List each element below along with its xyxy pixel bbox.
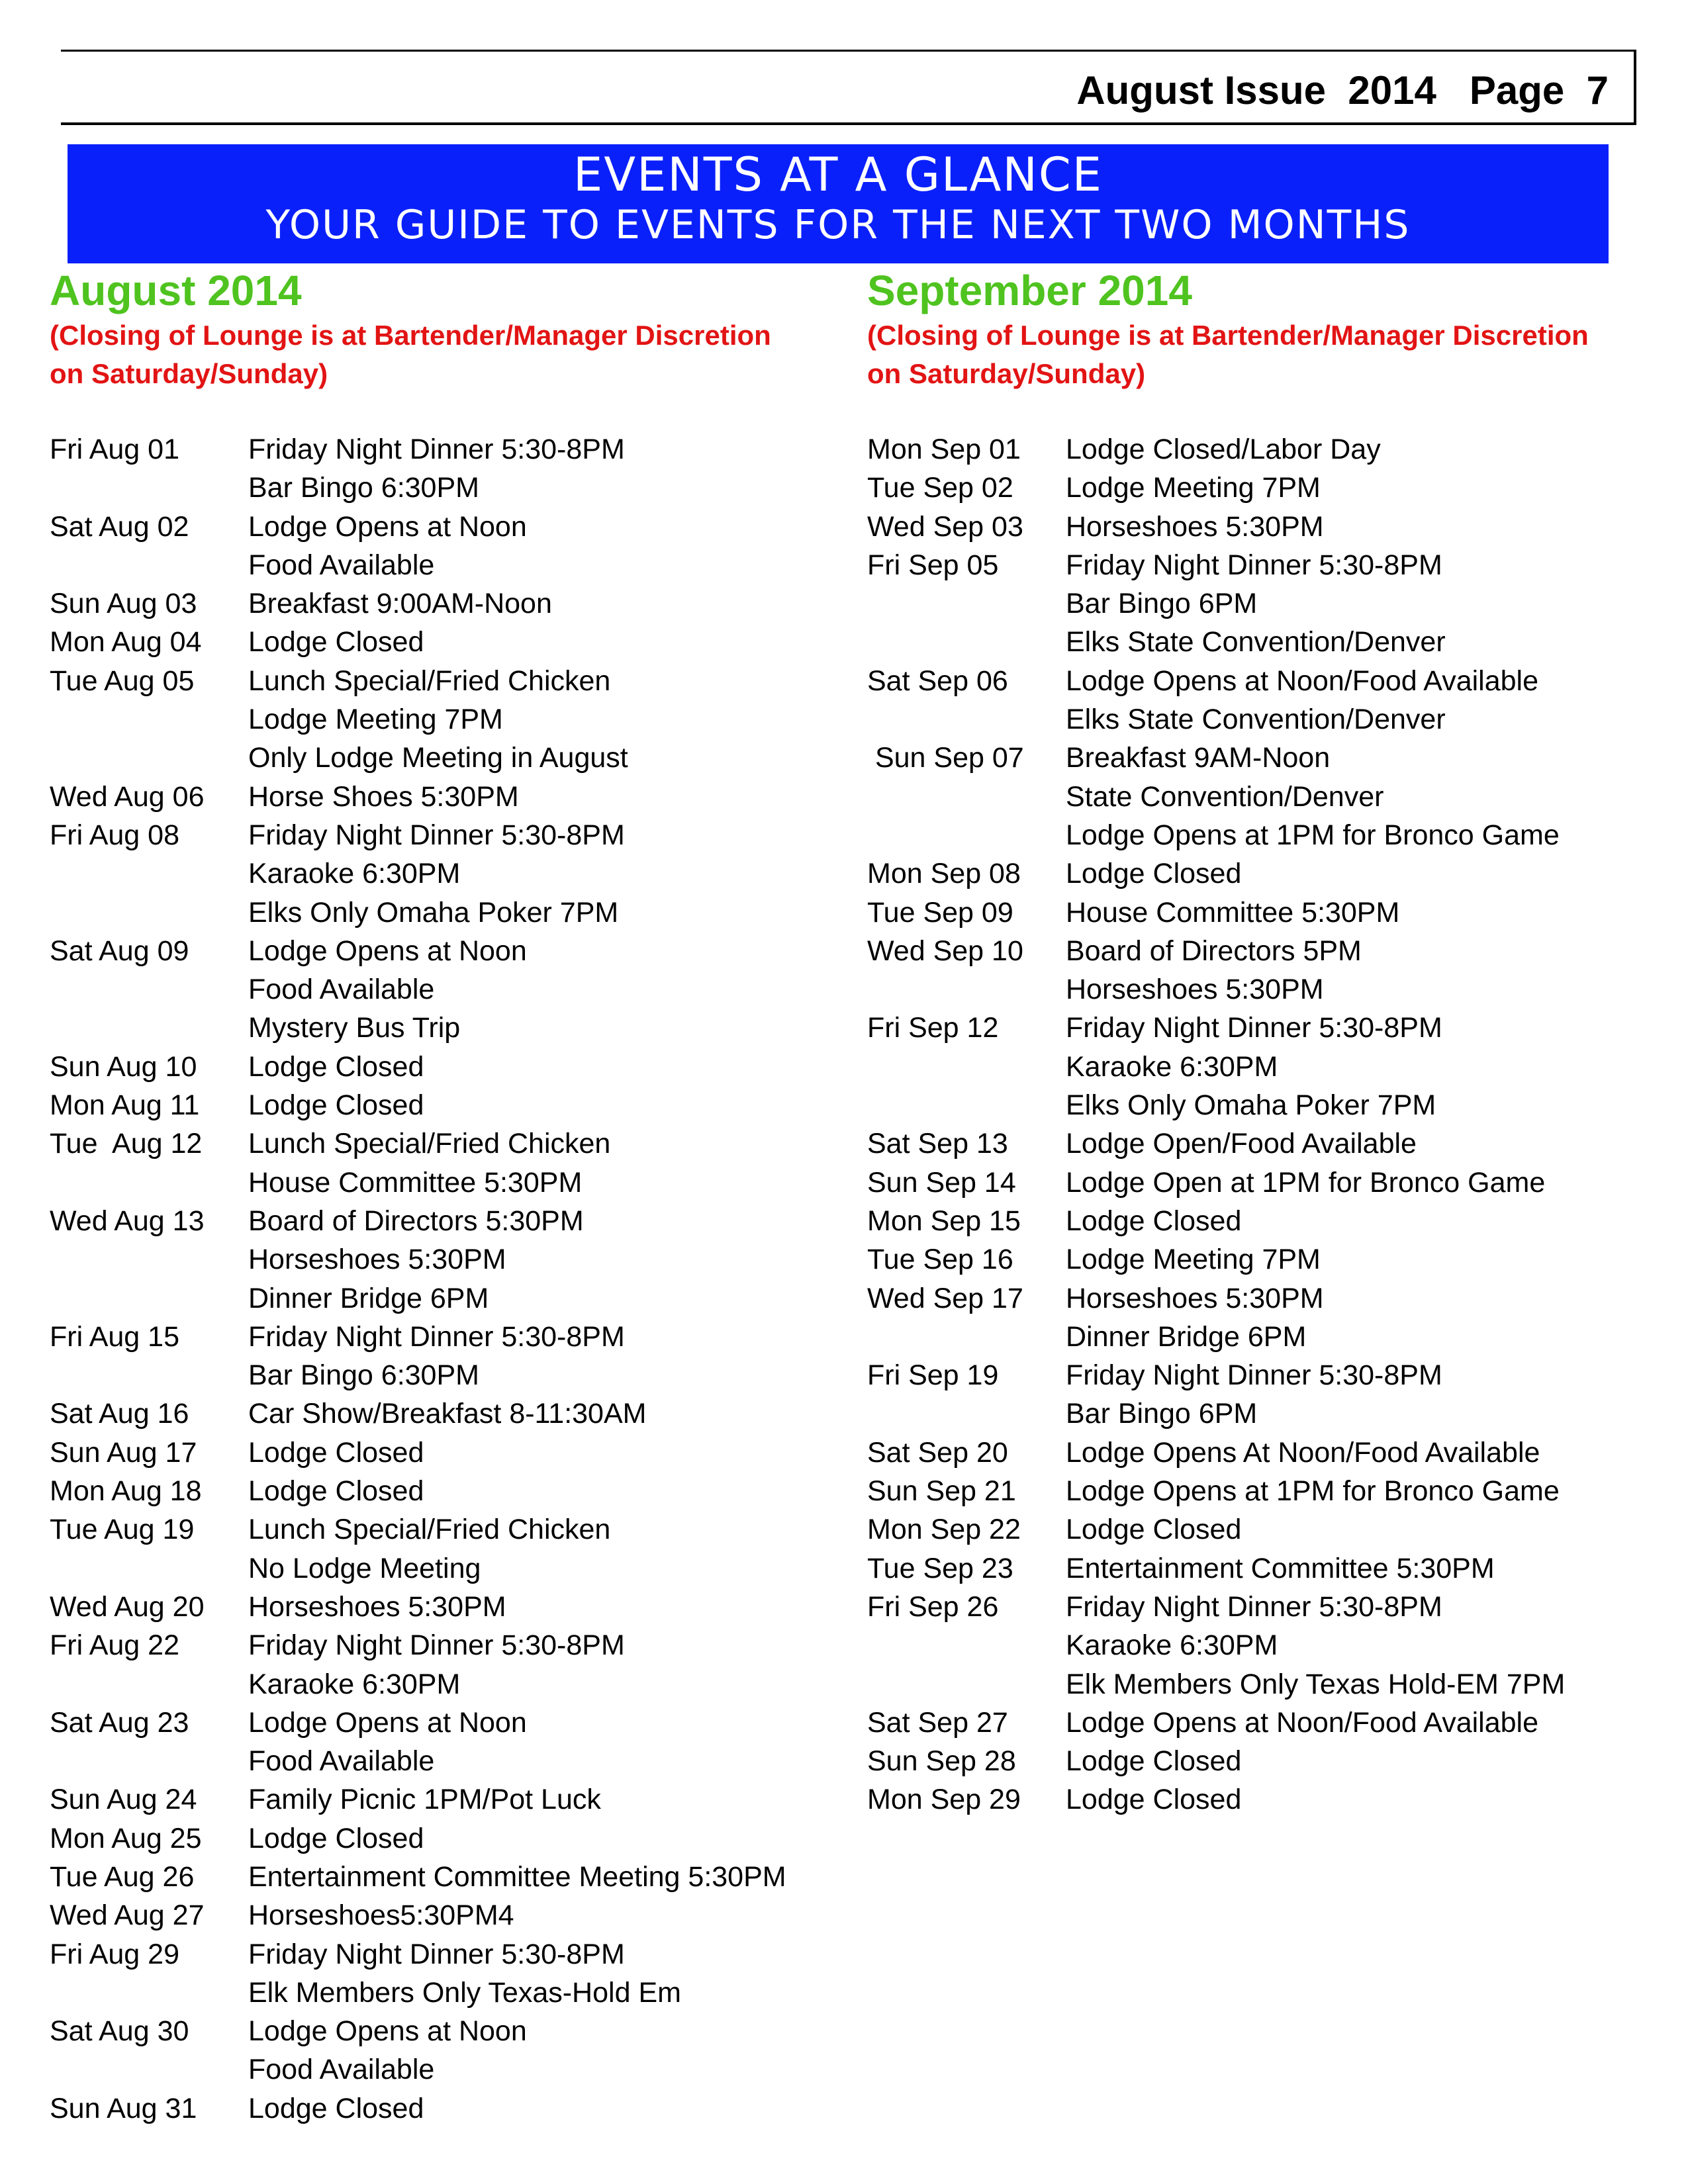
event-description: Lodge Meeting 7PM: [1066, 1244, 1321, 1276]
event-row: [867, 1780, 1681, 1819]
event-row: [50, 1433, 864, 1472]
september-column: [867, 265, 1681, 1819]
event-row: [50, 1124, 864, 1163]
event-description: Friday Night Dinner 5:30-8PM: [248, 819, 625, 851]
event-row: [50, 1974, 864, 2012]
event-description: Karaoke 6:30PM: [1066, 1629, 1278, 1662]
event-date: Fri Aug 01: [50, 433, 179, 465]
event-row: [50, 2050, 864, 2089]
event-date: [50, 1549, 248, 1588]
event-date: Wed Sep 03: [867, 510, 1023, 543]
event-description: Friday Night Dinner 5:30-8PM: [1066, 1012, 1442, 1044]
event-date: [50, 1240, 248, 1279]
august-column: [50, 265, 864, 2128]
event-row: [867, 816, 1681, 854]
event-date: Mon Sep 29: [867, 1784, 1021, 1816]
event-description: Elks State Convention/Denver: [1066, 704, 1446, 736]
event-description: State Convention/Denver: [1066, 780, 1384, 813]
event-date: [50, 893, 248, 932]
event-date: Sat Aug 23: [50, 1706, 189, 1739]
event-row: [50, 1549, 864, 1588]
event-date: [867, 970, 1066, 1009]
event-row: [867, 1742, 1681, 1780]
event-row: [50, 1048, 864, 1086]
event-date: Sun Aug 03: [50, 588, 197, 620]
event-row: [867, 1394, 1681, 1433]
event-row: [867, 1472, 1681, 1510]
event-row: [867, 1009, 1681, 1047]
event-description: Horseshoes5:30PM4: [248, 1899, 514, 1932]
banner-title: EVENTS AT A GLANCE: [573, 148, 1103, 202]
event-row: [50, 1356, 864, 1394]
event-row: [867, 932, 1681, 970]
event-date: Sat Sep 13: [867, 1128, 1008, 1160]
event-description: Lodge Closed: [1066, 858, 1242, 890]
event-date: Sun Sep 28: [867, 1745, 1016, 1778]
event-description: Food Available: [248, 2054, 435, 2086]
event-description: Lodge Opens at Noon: [248, 510, 527, 543]
page-header: [61, 50, 1636, 125]
event-date: [50, 700, 248, 739]
event-date: Tue Sep 16: [867, 1244, 1013, 1276]
event-row: [50, 430, 864, 469]
event-description: Horseshoes 5:30PM: [1066, 510, 1324, 543]
event-row: [867, 430, 1681, 469]
event-row: [867, 1124, 1681, 1163]
event-date: [50, 970, 248, 1009]
event-row: [50, 1935, 864, 1974]
event-date: Sun Aug 24: [50, 1784, 197, 1816]
event-row: [50, 700, 864, 739]
banner-subtitle: YOUR GUIDE TO EVENTS FOR THE NEXT TWO MONTHS: [265, 202, 1411, 248]
event-date: [867, 816, 1066, 854]
event-row: [50, 1780, 864, 1819]
event-description: Elks State Convention/Denver: [1066, 626, 1446, 659]
event-description: Bar Bingo 6PM: [1066, 588, 1258, 620]
event-date: Sun Aug 31: [50, 2092, 197, 2124]
event-row: [50, 508, 864, 546]
event-row: [50, 1819, 864, 1858]
event-date: Sat Aug 16: [50, 1398, 189, 1430]
event-row: [867, 778, 1681, 816]
event-row: [50, 469, 864, 507]
event-row: [867, 1163, 1681, 1202]
event-date: Mon Aug 18: [50, 1475, 202, 1508]
event-description: Breakfast 9:00AM-Noon: [248, 588, 552, 620]
event-date: [50, 469, 248, 507]
event-description: Lodge Opens at Noon: [248, 2015, 527, 2048]
event-row: [867, 623, 1681, 661]
event-row: [50, 1279, 864, 1318]
event-description: Elk Members Only Texas Hold-EM 7PM: [1066, 1668, 1566, 1700]
event-date: Sat Sep 06: [867, 664, 1008, 697]
event-date: Sun Aug 10: [50, 1050, 197, 1083]
event-date: Wed Aug 13: [50, 1205, 205, 1237]
event-description: Board of Directors 5:30PM: [248, 1205, 584, 1237]
event-date: Fri Sep 05: [867, 549, 999, 581]
issue-label: August Issue 2014: [1076, 68, 1436, 113]
event-description: Lodge Open at 1PM for Bronco Game: [1066, 1166, 1546, 1199]
event-description: No Lodge Meeting: [248, 1552, 481, 1584]
event-row: [867, 1626, 1681, 1664]
event-row: [867, 700, 1681, 739]
month-title: September 2014: [867, 267, 1192, 314]
event-row: [50, 1626, 864, 1664]
event-description: Friday Night Dinner 5:30-8PM: [1066, 549, 1442, 581]
event-description: Family Picnic 1PM/Pot Luck: [248, 1784, 601, 1816]
event-row: [867, 893, 1681, 932]
event-date: Sat Sep 20: [867, 1436, 1008, 1469]
event-row: [867, 739, 1681, 777]
event-row: [50, 816, 864, 854]
event-date: [50, 1742, 248, 1780]
event-row: [50, 1318, 864, 1356]
event-description: Only Lodge Meeting in August: [248, 742, 628, 774]
event-date: Fri Sep 12: [867, 1012, 999, 1044]
month-title: August 2014: [50, 267, 302, 314]
event-date: [50, 1974, 248, 2012]
event-row: [50, 1009, 864, 1047]
event-row: [867, 469, 1681, 507]
event-date: Fri Aug 29: [50, 1938, 179, 1970]
event-row: [50, 854, 864, 893]
event-row: [867, 1202, 1681, 1240]
event-description: Mystery Bus Trip: [248, 1012, 461, 1044]
event-row: [50, 2012, 864, 2050]
event-date: Tue Aug 19: [50, 1514, 195, 1546]
event-row: [867, 1240, 1681, 1279]
event-row: [50, 778, 864, 816]
event-row: [50, 1510, 864, 1549]
event-description: Lodge Open/Food Available: [1066, 1128, 1417, 1160]
event-row: [50, 662, 864, 700]
event-description: Horseshoes 5:30PM: [248, 1244, 506, 1276]
event-date: Fri Sep 19: [867, 1359, 999, 1392]
closing-note: (Closing of Lounge is at Bartender/Manager Discretion on Saturday/Sunday): [50, 320, 771, 389]
event-row: [50, 1472, 864, 1510]
event-date: Sun Sep 07: [867, 742, 1024, 774]
event-description: Friday Night Dinner 5:30-8PM: [1066, 1590, 1442, 1623]
event-description: Friday Night Dinner 5:30-8PM: [248, 1320, 625, 1353]
event-description: Elks Only Omaha Poker 7PM: [1066, 1089, 1436, 1122]
event-description: Lodge Closed: [1066, 1745, 1242, 1778]
event-description: Lodge Closed: [248, 626, 424, 659]
event-description: Lodge Closed: [1066, 1514, 1242, 1546]
event-date: Wed Sep 17: [867, 1282, 1023, 1314]
event-description: Bar Bingo 6PM: [1066, 1398, 1258, 1430]
event-date: [50, 739, 248, 777]
event-date: Sat Sep 27: [867, 1706, 1008, 1739]
event-row: [867, 1665, 1681, 1704]
event-description: Lodge Meeting 7PM: [248, 704, 503, 736]
event-row: [50, 1202, 864, 1240]
event-date: Mon Sep 22: [867, 1514, 1021, 1546]
event-date: Tue Sep 09: [867, 896, 1013, 929]
event-date: Tue Sep 02: [867, 472, 1013, 504]
event-description: Lodge Closed: [248, 1050, 424, 1083]
event-description: House Committee 5:30PM: [1066, 896, 1400, 929]
event-description: Lodge Opens at Noon: [248, 1706, 527, 1739]
event-description: Horse Shoes 5:30PM: [248, 780, 519, 813]
event-description: Lodge Opens at Noon: [248, 934, 527, 967]
event-description: Friday Night Dinner 5:30-8PM: [248, 1938, 625, 1970]
event-list: [50, 430, 864, 2128]
event-date: [50, 2050, 248, 2089]
event-date: [867, 1318, 1066, 1356]
event-row: [50, 623, 864, 661]
event-list: [867, 430, 1681, 1819]
event-row: [867, 1048, 1681, 1086]
event-row: [50, 1858, 864, 1896]
event-row: [50, 970, 864, 1009]
event-description: Friday Night Dinner 5:30-8PM: [1066, 1359, 1442, 1392]
event-row: [50, 1665, 864, 1704]
event-date: Wed Aug 20: [50, 1590, 205, 1623]
event-date: Tue Aug 12: [50, 1128, 203, 1160]
event-description: Elk Members Only Texas-Hold Em: [248, 1976, 681, 2009]
event-description: Friday Night Dinner 5:30-8PM: [248, 1629, 625, 1662]
event-date: [867, 1048, 1066, 1086]
event-date: Sat Aug 02: [50, 510, 189, 543]
event-description: Lodge Closed: [248, 1822, 424, 1854]
event-date: Fri Aug 22: [50, 1629, 179, 1662]
event-date: Wed Aug 06: [50, 780, 205, 813]
event-date: [867, 1086, 1066, 1124]
event-date: [867, 1626, 1066, 1664]
event-date: [867, 1394, 1066, 1433]
event-date: [867, 584, 1066, 623]
event-description: House Committee 5:30PM: [248, 1166, 583, 1199]
event-date: [50, 1279, 248, 1318]
event-date: Wed Sep 10: [867, 934, 1023, 967]
event-description: Karaoke 6:30PM: [248, 1668, 461, 1700]
event-date: Mon Aug 04: [50, 626, 202, 659]
event-row: [867, 546, 1681, 584]
event-row: [50, 1240, 864, 1279]
event-row: [867, 584, 1681, 623]
closing-note: (Closing of Lounge is at Bartender/Manager Discretion on Saturday/Sunday): [867, 320, 1589, 389]
event-date: Sat Aug 09: [50, 934, 189, 967]
event-date: Fri Aug 15: [50, 1320, 179, 1353]
event-description: Bar Bingo 6:30PM: [248, 472, 479, 504]
event-description: Elks Only Omaha Poker 7PM: [248, 896, 619, 929]
event-date: Fri Sep 26: [867, 1590, 999, 1623]
event-description: Lodge Meeting 7PM: [1066, 472, 1321, 504]
event-description: Karaoke 6:30PM: [248, 858, 461, 890]
event-description: Lunch Special/Fried Chicken: [248, 664, 611, 697]
event-description: Lodge Closed: [1066, 1205, 1242, 1237]
event-row: [50, 584, 864, 623]
event-description: Friday Night Dinner 5:30-8PM: [248, 433, 625, 465]
events-banner: [68, 144, 1609, 263]
event-row: [867, 854, 1681, 893]
event-date: [867, 1665, 1066, 1704]
event-row: [50, 1704, 864, 1742]
event-date: Mon Sep 08: [867, 858, 1021, 890]
event-date: Sun Sep 14: [867, 1166, 1016, 1199]
event-description: Lodge Opens at Noon/Food Available: [1066, 664, 1539, 697]
event-date: Fri Aug 08: [50, 819, 179, 851]
event-description: Food Available: [248, 549, 435, 581]
event-description: Dinner Bridge 6PM: [1066, 1320, 1307, 1353]
event-date: Sat Aug 30: [50, 2015, 189, 2048]
event-date: [867, 623, 1066, 661]
event-description: Lodge Closed/Labor Day: [1066, 433, 1381, 465]
event-date: [50, 1009, 248, 1047]
event-description: Car Show/Breakfast 8-11:30AM: [248, 1398, 647, 1430]
event-row: [50, 546, 864, 584]
event-description: Lodge Opens At Noon/Food Available: [1066, 1436, 1540, 1469]
event-description: Lodge Closed: [248, 1475, 424, 1508]
event-description: Lodge Closed: [248, 1436, 424, 1469]
event-description: Entertainment Committee Meeting 5:30PM: [248, 1860, 786, 1893]
event-date: [867, 700, 1066, 739]
event-row: [50, 739, 864, 777]
event-row: [867, 1279, 1681, 1318]
event-row: [867, 508, 1681, 546]
event-date: [50, 546, 248, 584]
event-row: [867, 1510, 1681, 1549]
event-row: [867, 662, 1681, 700]
event-description: Food Available: [248, 974, 435, 1006]
event-date: [50, 1356, 248, 1394]
event-row: [50, 1394, 864, 1433]
event-description: Horseshoes 5:30PM: [1066, 974, 1324, 1006]
event-date: [50, 1163, 248, 1202]
event-description: Lodge Opens at 1PM for Bronco Game: [1066, 1475, 1560, 1508]
event-description: Lodge Opens at 1PM for Bronco Game: [1066, 819, 1560, 851]
event-description: Lunch Special/Fried Chicken: [248, 1128, 611, 1160]
event-row: [50, 1742, 864, 1780]
event-description: Lodge Opens at Noon/Food Available: [1066, 1706, 1539, 1739]
event-description: Dinner Bridge 6PM: [248, 1282, 489, 1314]
event-row: [867, 1588, 1681, 1626]
event-row: [50, 932, 864, 970]
event-date: Mon Aug 11: [50, 1089, 200, 1122]
event-row: [867, 1086, 1681, 1124]
event-date: [867, 778, 1066, 816]
event-row: [867, 1704, 1681, 1742]
event-row: [867, 1433, 1681, 1472]
event-date: Mon Sep 15: [867, 1205, 1021, 1237]
event-row: [867, 970, 1681, 1009]
event-row: [50, 1588, 864, 1626]
event-description: Board of Directors 5PM: [1066, 934, 1362, 967]
event-date: Tue Aug 05: [50, 664, 195, 697]
event-description: Lunch Special/Fried Chicken: [248, 1514, 611, 1546]
event-date: Mon Aug 25: [50, 1822, 202, 1854]
event-description: Bar Bingo 6:30PM: [248, 1359, 479, 1392]
event-description: Entertainment Committee 5:30PM: [1066, 1552, 1495, 1584]
event-row: [50, 893, 864, 932]
event-description: Food Available: [248, 1745, 435, 1778]
event-row: [50, 2089, 864, 2128]
event-description: Lodge Closed: [248, 2092, 424, 2124]
issue-page-label: [1076, 68, 1609, 114]
event-date: [50, 854, 248, 893]
event-date: Sun Sep 21: [867, 1475, 1016, 1508]
event-description: Horseshoes 5:30PM: [248, 1590, 506, 1623]
event-description: Lodge Closed: [248, 1089, 424, 1122]
event-row: [867, 1318, 1681, 1356]
event-row: [867, 1356, 1681, 1394]
event-row: [867, 1549, 1681, 1588]
event-date: Mon Sep 01: [867, 433, 1021, 465]
page-number: Page 7: [1469, 68, 1609, 113]
event-description: Breakfast 9AM-Noon: [1066, 742, 1331, 774]
event-description: Lodge Closed: [1066, 1784, 1242, 1816]
event-date: [50, 1665, 248, 1704]
event-date: Wed Aug 27: [50, 1899, 205, 1932]
event-description: Karaoke 6:30PM: [1066, 1050, 1278, 1083]
event-row: [50, 1086, 864, 1124]
event-date: Sun Aug 17: [50, 1436, 197, 1469]
event-row: [50, 1896, 864, 1934]
event-row: [50, 1163, 864, 1202]
event-date: Tue Sep 23: [867, 1552, 1013, 1584]
event-description: Horseshoes 5:30PM: [1066, 1282, 1324, 1314]
event-date: Tue Aug 26: [50, 1860, 195, 1893]
